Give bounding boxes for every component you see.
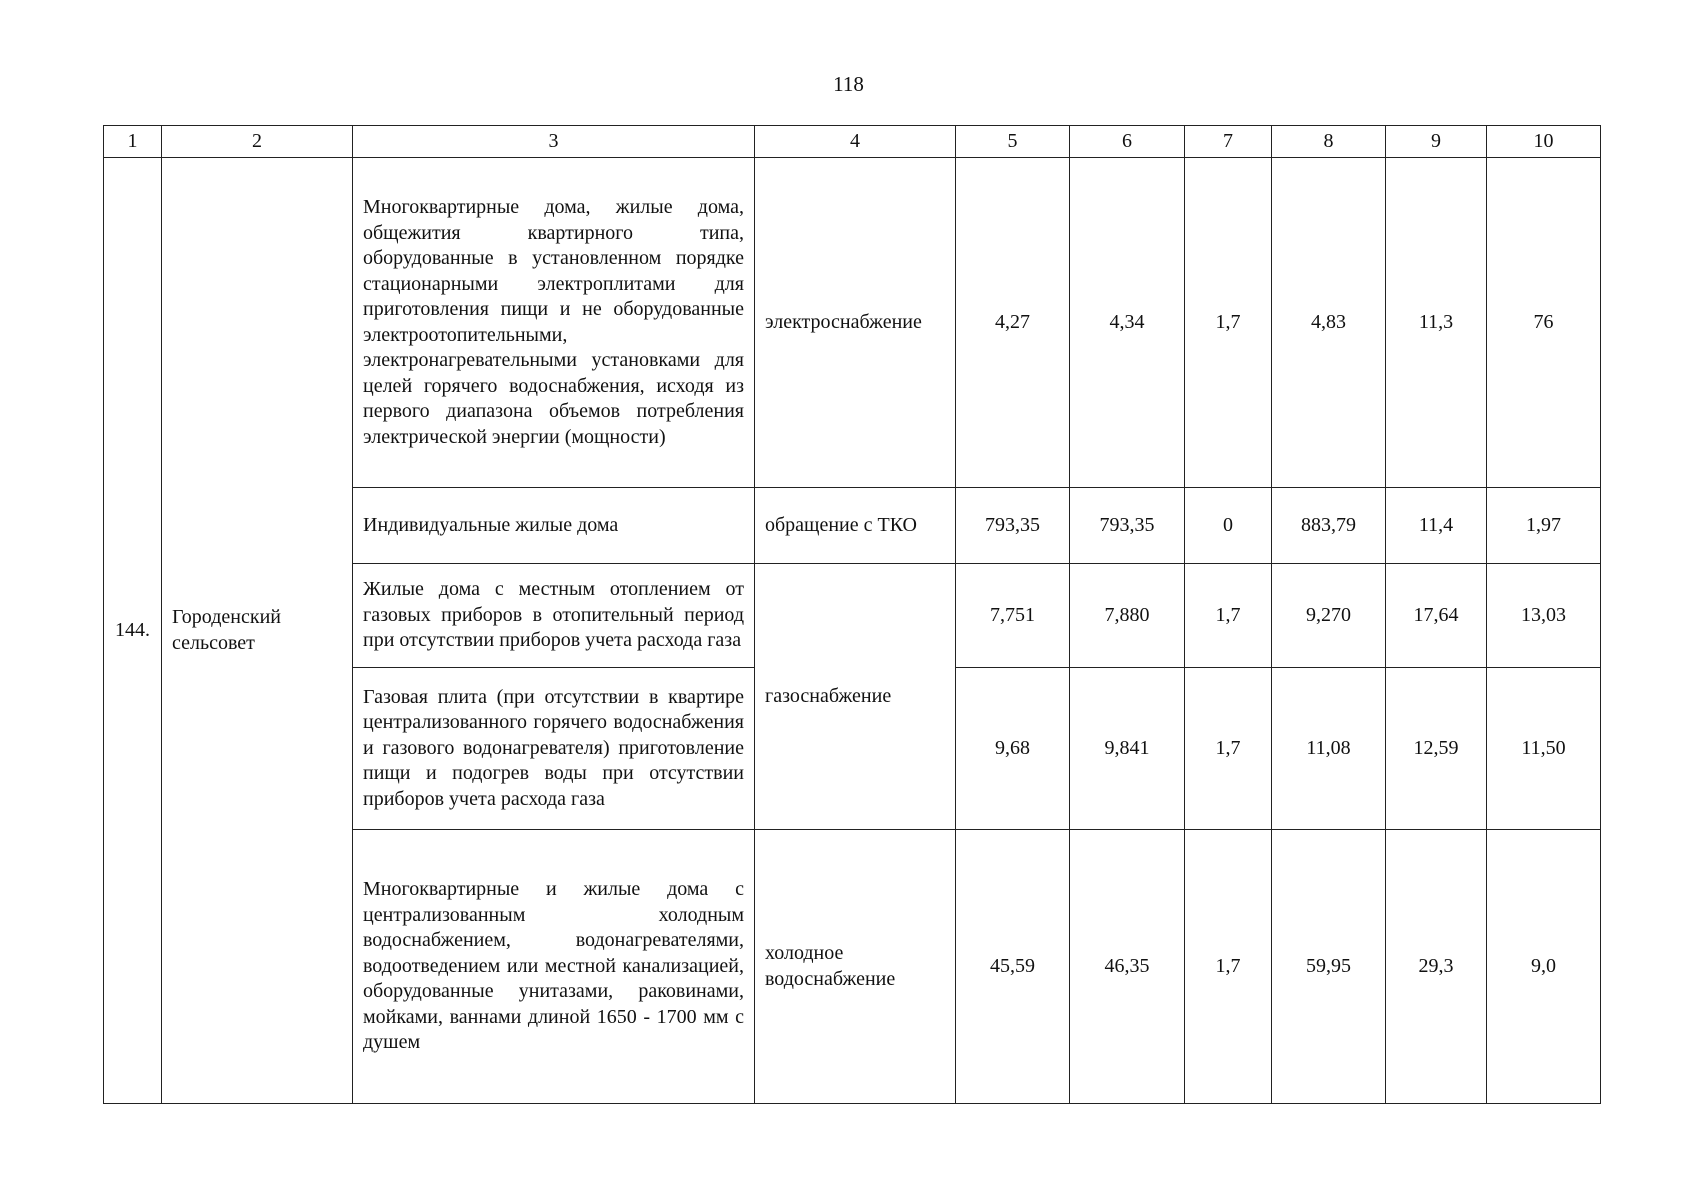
value-cell: 793,35 — [956, 488, 1070, 564]
value-cell: 9,68 — [956, 668, 1070, 830]
value-cell: 11,08 — [1272, 668, 1386, 830]
value-cell: 17,64 — [1386, 564, 1487, 668]
tariff-table — [103, 125, 1601, 1104]
value-cell: 9,841 — [1070, 668, 1185, 830]
page-number: 118 — [833, 72, 864, 96]
description-cell: Индивидуальные жилые дома — [353, 488, 755, 564]
value-cell: 11,50 — [1487, 668, 1601, 830]
column-header: 2 — [162, 126, 353, 158]
value-cell: 11,3 — [1386, 158, 1487, 488]
value-cell: 29,3 — [1386, 830, 1487, 1104]
service-cell: электроснабжение — [755, 158, 956, 488]
value-cell: 11,4 — [1386, 488, 1487, 564]
column-header: 3 — [353, 126, 755, 158]
value-cell: 1,7 — [1185, 668, 1272, 830]
table-row — [104, 158, 1601, 488]
value-cell: 4,27 — [956, 158, 1070, 488]
column-header: 8 — [1272, 126, 1386, 158]
service-cell: холодное водоснабжение — [755, 830, 956, 1104]
description-cell: Многоквартирные и жилые дома с централизованным холодным водоснабжением, водонагревателями, водоотведением или местной канализацией, оборудованные унитазами, раковинами, мойками, ваннами длиной 1650 - 1700 мм с душем — [353, 830, 755, 1104]
service-cell: обращение с ТКО — [755, 488, 956, 564]
locality-cell: Городенский сельсовет — [162, 158, 353, 1104]
value-cell: 76 — [1487, 158, 1601, 488]
column-header: 1 — [104, 126, 162, 158]
value-cell: 45,59 — [956, 830, 1070, 1104]
value-cell: 4,34 — [1070, 158, 1185, 488]
row-index-cell: 144. — [104, 158, 162, 1104]
value-cell: 7,880 — [1070, 564, 1185, 668]
value-cell: 13,03 — [1487, 564, 1601, 668]
description-cell: Газовая плита (при отсутствии в квартире централизованного горячего водоснабжения и газового водонагревателя) приготовление пищи и подогрев воды при отсутствии приборов учета расхода газа — [353, 668, 755, 830]
column-header: 4 — [755, 126, 956, 158]
value-cell: 7,751 — [956, 564, 1070, 668]
column-header: 10 — [1487, 126, 1601, 158]
value-cell: 9,270 — [1272, 564, 1386, 668]
value-cell: 793,35 — [1070, 488, 1185, 564]
description-cell: Жилые дома с местным отоплением от газовых приборов в отопительный период при отсутствии приборов учета расхода газа — [353, 564, 755, 668]
value-cell: 9,0 — [1487, 830, 1601, 1104]
value-cell: 4,83 — [1272, 158, 1386, 488]
value-cell: 1,97 — [1487, 488, 1601, 564]
column-header: 5 — [956, 126, 1070, 158]
description-cell: Многоквартирные дома, жилые дома, общежития квартирного типа, оборудованные в установленном порядке стационарными электроплитами для приготовления пищи и не оборудованные электроотопительными, электронагревательными установками для целей горячего водоснабжения, исходя из первого диапазона объемов потребления электрической энергии (мощности) — [353, 158, 755, 488]
column-header: 7 — [1185, 126, 1272, 158]
value-cell: 883,79 — [1272, 488, 1386, 564]
value-cell: 1,7 — [1185, 564, 1272, 668]
value-cell: 59,95 — [1272, 830, 1386, 1104]
value-cell: 46,35 — [1070, 830, 1185, 1104]
value-cell: 1,7 — [1185, 158, 1272, 488]
value-cell: 0 — [1185, 488, 1272, 564]
service-cell: газоснабжение — [755, 564, 956, 830]
column-header: 6 — [1070, 126, 1185, 158]
column-number-row — [104, 126, 1601, 158]
column-header: 9 — [1386, 126, 1487, 158]
value-cell: 12,59 — [1386, 668, 1487, 830]
value-cell: 1,7 — [1185, 830, 1272, 1104]
